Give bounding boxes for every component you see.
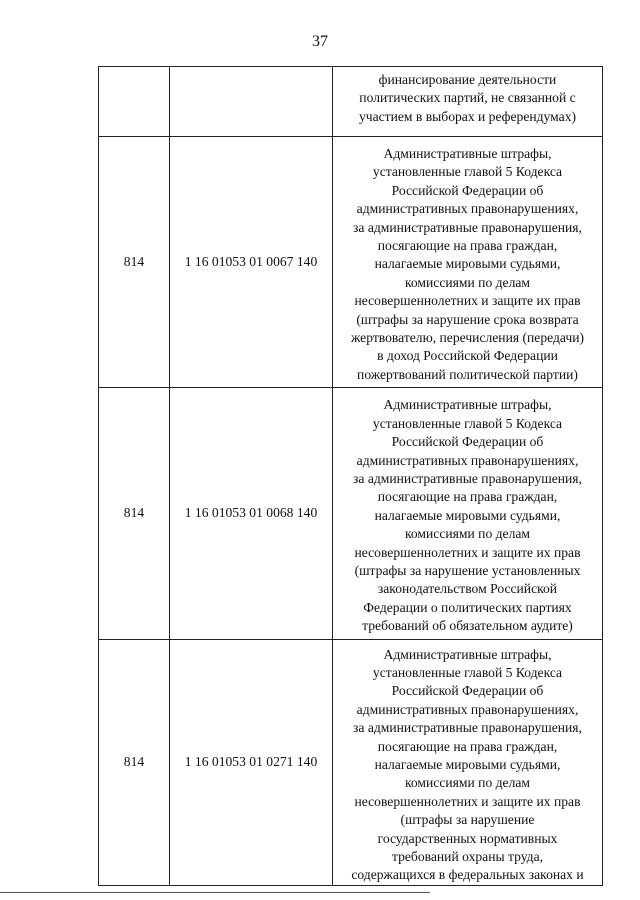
- kbk-code-cell: 1 16 01053 01 0067 140: [170, 137, 333, 388]
- admin-code-cell: [99, 67, 170, 137]
- table-row: [99, 67, 603, 137]
- description-cell: [333, 137, 603, 388]
- description-text: Административные штрафы, установленные главой 5 Кодекса Российской Федерации об административных правонарушениях, за административные правонарушения, посягающие на права граждан, налагаемые мировыми судьями, комиссиями по делам несовершеннолетних и защите их прав (штрафы за нарушение срока возврата жертвователю, перечисления (передачи) в доход Российской Федерации пожертвований политической партии): [350, 146, 585, 382]
- kbk-code-cell: 1 16 01053 01 0271 140: [170, 639, 333, 885]
- admin-code-cell: 814: [99, 137, 170, 388]
- kbk-code-cell: [170, 67, 333, 137]
- table-row: [99, 639, 603, 885]
- kbk-code-cell: 1 16 01053 01 0068 140: [170, 388, 333, 639]
- description-cell: [333, 388, 603, 639]
- description-cell: [333, 639, 603, 885]
- table-row: [99, 137, 603, 388]
- description-cell: [333, 67, 603, 137]
- description-text: Административные штрафы, установленные главой 5 Кодекса Российской Федерации об административных правонарушениях, за административные правонарушения, посягающие на права граждан, налагаемые мировыми судьями, комиссиями по делам несовершеннолетних и защите их прав (штрафы за нарушение установленных законодательством Российской Федерации о политических партиях требований об обязательном аудите): [353, 397, 582, 634]
- description-text: Административные штрафы, установленные главой 5 Кодекса Российской Федерации об административных правонарушениях, за административные правонарушения, посягающие на права граждан, налагаемые мировыми судьями, комиссиями по делам несовершеннолетних и защите их прав (штрафы за нарушение государственных нормативных требований охраны труда, содержащихся в федеральных законах и: [351, 646, 584, 883]
- admin-code-cell: 814: [99, 639, 170, 885]
- table-row: [99, 388, 603, 639]
- admin-code-cell: 814: [99, 388, 170, 639]
- description-text: финансирование деятельности политических партий, не связанной с участием в выборах и референдумах): [358, 72, 577, 124]
- page-number: 37: [312, 33, 328, 50]
- footer-divider: [0, 892, 430, 893]
- budget-codes-table: [98, 66, 603, 886]
